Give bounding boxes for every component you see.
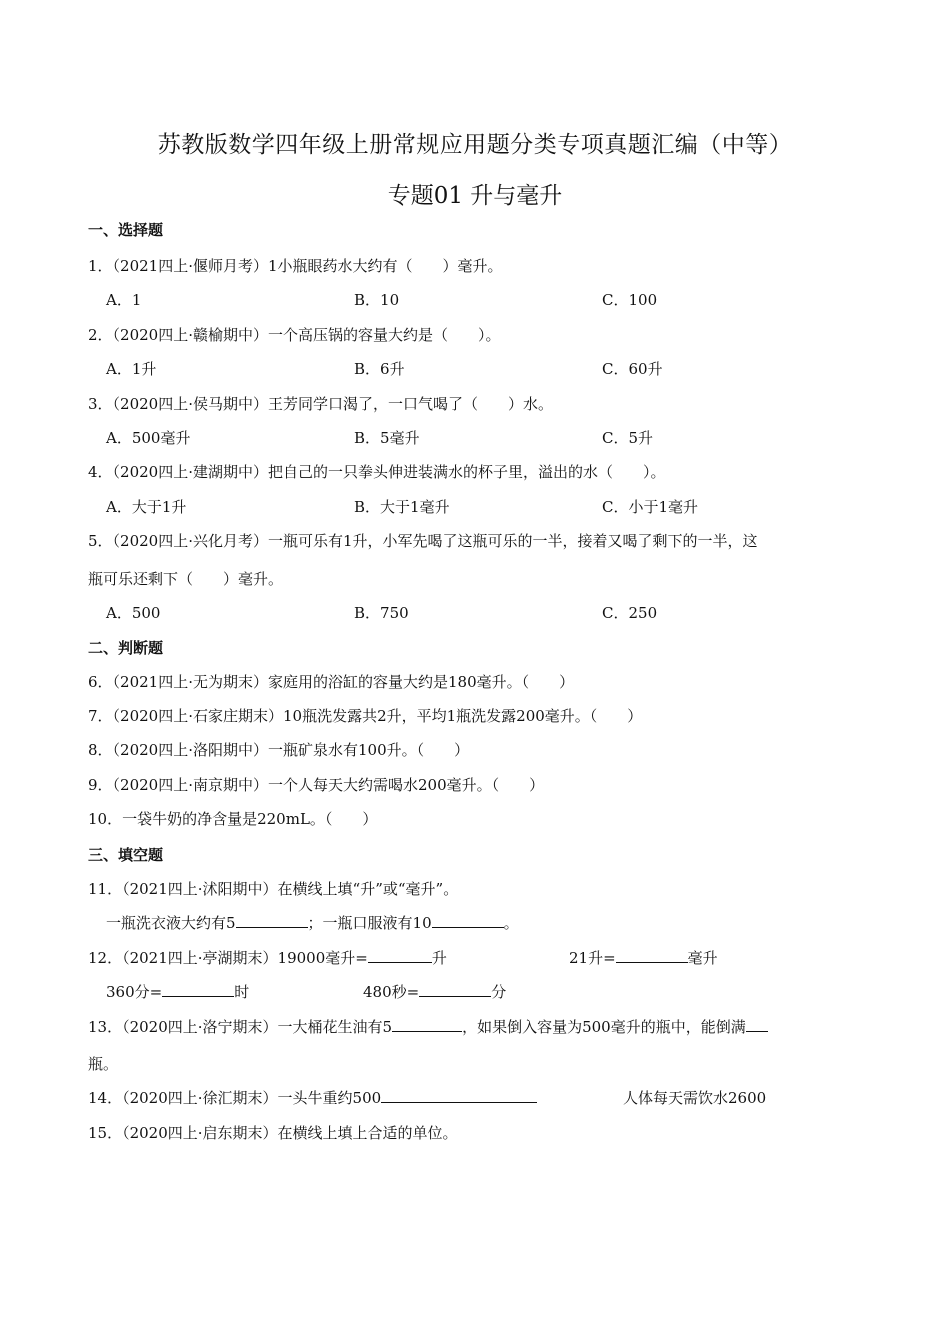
question-12-part-8: 分 — [491, 983, 507, 1001]
answer-blank[interactable] — [236, 913, 308, 928]
question-13-line-1 — [88, 1016, 768, 1037]
question-12-part-2: 升 — [431, 949, 447, 967]
answer-blank[interactable] — [419, 982, 491, 997]
question-12-line-2b — [363, 981, 506, 1002]
question-11: 11．（2021四上·沭阳期中）在横线上填“升”或“毫升”。 — [88, 880, 459, 898]
document-subtitle: 专题01 升与毫升 — [387, 183, 563, 209]
question-3: 3．（2020四上·侯马期中）王芳同学口渴了，一口气喝了（ ）水。 — [88, 395, 553, 413]
answer-blank[interactable] — [392, 1017, 462, 1032]
question-11-part-1: 一瓶洗衣液大约有5 — [106, 914, 236, 932]
question-2-option-c: C．60升 — [602, 360, 663, 378]
question-1-option-c: C．100 — [602, 291, 658, 309]
question-7: 7．（2020四上·石家庄期末）10瓶洗发露共2升，平均1瓶洗发露200毫升。（ ） — [88, 707, 643, 725]
question-1: 1．（2021四上·偃师月考）1小瓶眼药水大约有（ ）毫升。 — [88, 257, 503, 275]
question-12-line-2 — [106, 981, 249, 1002]
question-5-option-c: C．250 — [602, 604, 658, 622]
question-11-part-2: ；一瓶口服液有10 — [307, 914, 432, 932]
question-12-part-4: 毫升 — [687, 949, 718, 967]
question-11-blanks-line — [106, 912, 519, 933]
question-4: 4．（2020四上·建湖期中）把自己的一只拳头伸进装满水的杯子里，溢出的水（ ）。 — [88, 463, 666, 481]
question-3-option-b: B．5毫升 — [354, 429, 420, 447]
answer-blank[interactable] — [432, 913, 504, 928]
question-13-part-1: 13．（2020四上·洛宁期末）一大桶花生油有5 — [88, 1018, 393, 1036]
question-5-line-2: 瓶可乐还剩下（ ）毫升。 — [88, 570, 284, 588]
question-13-part-2: ，如果倒入容量为500毫升的瓶中，能倒满 — [462, 1018, 746, 1036]
document-title: 苏教版数学四年级上册常规应用题分类专项真题汇编（中等） — [157, 132, 793, 158]
question-2-option-b: B．6升 — [354, 360, 405, 378]
question-14 — [88, 1087, 537, 1108]
question-3-option-a: A．500毫升 — [106, 429, 191, 447]
question-12-line-1b — [569, 947, 718, 968]
section-heading-fill: 三、填空题 — [88, 846, 164, 864]
answer-blank[interactable] — [368, 948, 432, 963]
question-12-part-3: 21升= — [569, 949, 616, 967]
question-14-part-2-line: 人体每天需饮水2600 — [623, 1089, 767, 1107]
question-6: 6．（2021四上·无为期末）家庭用的浴缸的容量大约是180毫升。（ ） — [88, 673, 575, 691]
question-11-part-3: 。 — [503, 914, 519, 932]
question-12-part-7: 480秒= — [363, 983, 420, 1001]
question-14-part-1: 14．（2020四上·徐汇期末）一头牛重约500 — [88, 1089, 382, 1107]
section-heading-choice: 一、选择题 — [88, 221, 164, 239]
question-10: 10．一袋牛奶的净含量是220mL。（ ） — [88, 810, 378, 828]
answer-blank[interactable] — [381, 1088, 537, 1103]
question-5-option-a: A．500 — [106, 604, 161, 622]
question-9: 9．（2020四上·南京期中）一个人每天大约需喝水200毫升。（ ） — [88, 776, 545, 794]
question-2-option-a: A．1升 — [106, 360, 157, 378]
question-4-option-a: A．大于1升 — [106, 498, 187, 516]
question-5-option-b: B．750 — [354, 604, 409, 622]
answer-blank[interactable] — [162, 982, 234, 997]
question-12-part-1: 12．（2021四上·亭湖期末）19000毫升= — [88, 949, 368, 967]
question-3-option-c: C．5升 — [602, 429, 654, 447]
question-12-part-5: 360分= — [106, 983, 163, 1001]
question-4-option-c: C．小于1毫升 — [602, 498, 699, 516]
question-4-option-b: B．大于1毫升 — [354, 498, 450, 516]
question-5-line-1: 5．（2020四上·兴化月考）一瓶可乐有1升，小军先喝了这瓶可乐的一半，接着又喝了剩下的一半，这 — [88, 532, 758, 550]
question-1-option-b: B．10 — [354, 291, 400, 309]
question-2: 2．（2020四上·赣榆期中）一个高压锅的容量大约是（ ）。 — [88, 326, 501, 344]
question-12-line-1 — [88, 947, 447, 968]
section-heading-judge: 二、判断题 — [88, 639, 164, 657]
question-1-option-a: A．1 — [106, 291, 142, 309]
answer-blank[interactable] — [746, 1017, 768, 1032]
question-8: 8．（2020四上·洛阳期中）一瓶矿泉水有100升。（ ） — [88, 741, 470, 759]
question-15: 15．（2020四上·启东期末）在横线上填上合适的单位。 — [88, 1124, 458, 1142]
answer-blank[interactable] — [616, 948, 688, 963]
question-13-line-2: 瓶。 — [88, 1055, 119, 1073]
question-12-part-6: 时 — [234, 983, 250, 1001]
